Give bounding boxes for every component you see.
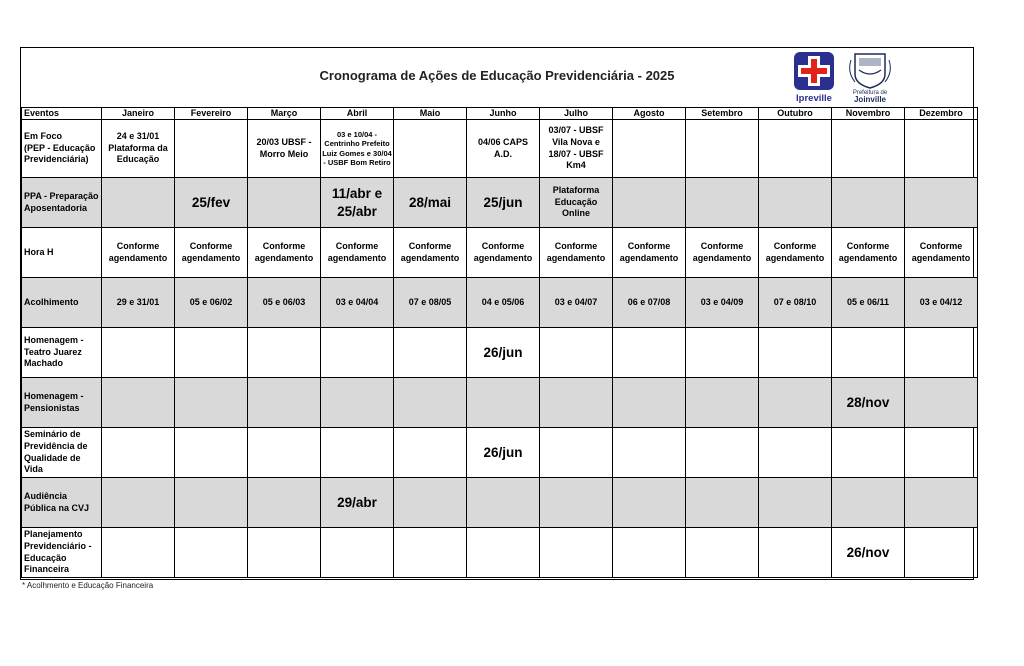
table-cell [102,528,175,578]
header-cell: Setembro [686,108,759,120]
header-cell: Outubro [759,108,832,120]
table-cell [759,478,832,528]
table-cell [175,328,248,378]
table-cell [540,528,613,578]
table-cell [613,478,686,528]
header-cell: Dezembro [905,108,978,120]
table-cell: 26/jun [467,428,540,478]
event-name-cell: PPA - Preparação Aposentadoria [22,178,102,228]
table-cell [102,328,175,378]
table-cell [467,378,540,428]
table-cell [102,428,175,478]
table-cell [248,478,321,528]
table-cell [321,428,394,478]
table-cell [686,178,759,228]
schedule-table [21,107,978,578]
table-cell [321,528,394,578]
event-name-cell: Hora H [22,228,102,278]
header [21,48,973,107]
table-cell [540,378,613,428]
header-cell: Eventos [22,108,102,120]
table-cell [175,528,248,578]
page-title: Cronograma de Ações de Educação Previdenciária - 2025 [319,68,675,83]
table-cell: Conforme agendamento [832,228,905,278]
table-row [22,228,978,278]
table-cell [832,178,905,228]
table-cell [394,120,467,178]
table-cell [905,178,978,228]
table-cell: 20/03 UBSF - Morro Meio [248,120,321,178]
table-row [22,528,978,578]
table-cell: Conforme agendamento [540,228,613,278]
ipreville-logo [786,50,842,104]
table-cell [686,428,759,478]
joinville-logo-line2: Joinville [853,95,887,104]
footnote: * Acolhmento e Educação Financeira [22,581,154,590]
table-row [22,478,978,528]
table-cell [613,178,686,228]
event-name-cell: Em Foco (PEP - Educação Previdenciária) [22,120,102,178]
table-cell: Plataforma Educação Online [540,178,613,228]
table-cell [540,428,613,478]
table-cell: Conforme agendamento [321,228,394,278]
table-cell [686,528,759,578]
table-cell: Conforme agendamento [905,228,978,278]
table-cell [394,478,467,528]
schedule-frame [20,47,974,580]
table-cell [102,378,175,428]
table-cell: 03 e 04/12 [905,278,978,328]
table-cell [394,378,467,428]
table-cell: Conforme agendamento [248,228,321,278]
table-cell [540,478,613,528]
table-cell [905,378,978,428]
table-cell [394,428,467,478]
table-cell: 05 e 06/03 [248,278,321,328]
table-cell [686,328,759,378]
table-cell [321,378,394,428]
event-name-cell: Audiência Pública na CVJ [22,478,102,528]
table-cell [832,328,905,378]
table-cell [686,478,759,528]
header-cell: Junho [467,108,540,120]
table-cell [175,428,248,478]
table-cell [613,328,686,378]
table-cell [759,178,832,228]
table-cell [102,478,175,528]
table-cell [175,378,248,428]
table-cell [175,478,248,528]
header-cell: Maio [394,108,467,120]
table-cell [248,428,321,478]
table-cell: Conforme agendamento [759,228,832,278]
table-cell: 11/abr e 25/abr [321,178,394,228]
table-cell: 28/nov [832,378,905,428]
table-cell: 29/abr [321,478,394,528]
table-cell [905,120,978,178]
table-row [22,378,978,428]
table-cell [467,478,540,528]
header-cell: Abril [321,108,394,120]
event-name-cell: Homenagem - Pensionistas [22,378,102,428]
table-row [22,178,978,228]
joinville-logo [845,50,895,104]
header-cell: Julho [540,108,613,120]
table-cell [832,478,905,528]
table-cell: Conforme agendamento [686,228,759,278]
table-cell [759,428,832,478]
table-cell: Conforme agendamento [613,228,686,278]
table-cell: 28/mai [394,178,467,228]
table-cell [248,178,321,228]
table-cell: 07 e 08/10 [759,278,832,328]
table-cell [905,328,978,378]
table-cell: Conforme agendamento [394,228,467,278]
table-cell: 03 e 04/09 [686,278,759,328]
table-cell: 29 e 31/01 [102,278,175,328]
table-cell [686,378,759,428]
table-cell [759,120,832,178]
table-cell: 26/nov [832,528,905,578]
header-cell: Novembro [832,108,905,120]
table-cell [102,178,175,228]
table-cell: 25/jun [467,178,540,228]
table-row [22,278,978,328]
table-cell: 03 e 04/07 [540,278,613,328]
table-cell [832,428,905,478]
table-cell [613,428,686,478]
table-cell [248,378,321,428]
table-cell: Conforme agendamento [467,228,540,278]
table-row [22,120,978,178]
table-cell: 24 e 31/01 Plataforma da Educação [102,120,175,178]
table-cell: 05 e 06/11 [832,278,905,328]
event-name-cell: Homenagem - Teatro Juarez Machado [22,328,102,378]
table-cell: 07 e 08/05 [394,278,467,328]
header-cell: Fevereiro [175,108,248,120]
table-cell [540,328,613,378]
table-cell [832,120,905,178]
table-cell: Conforme agendamento [102,228,175,278]
table-row [22,428,978,478]
table-cell: 26/jun [467,328,540,378]
table-cell [759,328,832,378]
table-cell [613,528,686,578]
header-cell: Janeiro [102,108,175,120]
header-cell: Março [248,108,321,120]
table-cell [467,528,540,578]
table-cell: 04 e 05/06 [467,278,540,328]
table-cell: 25/fev [175,178,248,228]
joinville-logo-line1: Prefeitura de [852,90,888,96]
table-row [22,328,978,378]
table-cell [905,528,978,578]
table-cell [248,328,321,378]
table-cell [613,378,686,428]
table-cell: 04/06 CAPS A.D. [467,120,540,178]
header-cell: Agosto [613,108,686,120]
table-cell: 03/07 - UBSF Vila Nova e 18/07 - UBSF Km4 [540,120,613,178]
event-name-cell: Acolhimento [22,278,102,328]
table-cell [613,120,686,178]
table-cell [321,328,394,378]
table-cell: 05 e 06/02 [175,278,248,328]
table-cell [248,528,321,578]
table-cell [759,528,832,578]
table-cell: 03 e 04/04 [321,278,394,328]
table-cell [905,428,978,478]
table-header-row [22,108,978,120]
event-name-cell: Planejamento Previdenciário - Educação Financeira [22,528,102,578]
table-cell [394,528,467,578]
table-cell [686,120,759,178]
table-cell [905,478,978,528]
table-cell [175,120,248,178]
ipreville-logo-text: Ipreville [796,93,832,104]
table-cell [759,378,832,428]
event-name-cell: Seminário de Previdência de Qualidade de Vida [22,428,102,478]
table-cell [394,328,467,378]
table-cell: 06 e 07/08 [613,278,686,328]
table-cell: Conforme agendamento [175,228,248,278]
table-cell: 03 e 10/04 - Centrinho Prefeito Luiz Gomes e 30/04 - USBF Bom Retiro [321,120,394,178]
